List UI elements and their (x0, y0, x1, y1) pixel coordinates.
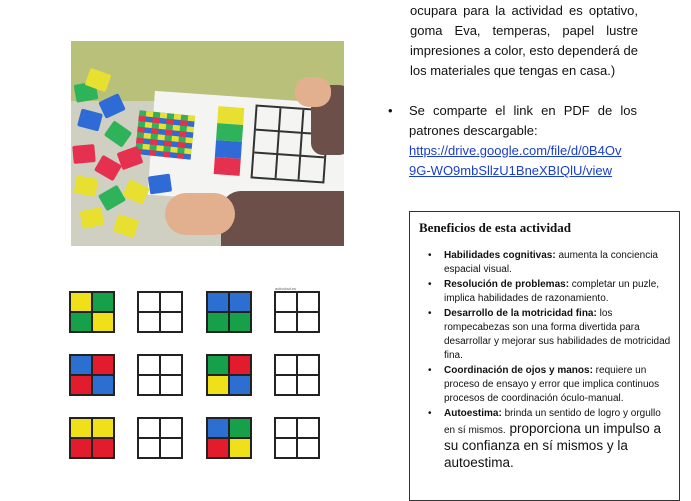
pattern-cell (229, 355, 251, 375)
pattern-cell (70, 292, 92, 312)
pattern-cell (297, 418, 319, 438)
photo-tile (72, 144, 95, 164)
pattern-cell (160, 355, 182, 375)
benefit-extra-text: proporciona un impulso a su confianza en sí mismos y la autoestima. (444, 421, 662, 470)
benefit-item (424, 249, 674, 277)
pattern-cell (138, 312, 160, 332)
intro-paragraph: ocupara para la actividad es optativo, goma Eva, temperas, papel lustre impresiones a color, esto dependerá de los materiales que tengas en casa.) (410, 3, 638, 78)
pattern-cell (229, 292, 251, 312)
pattern-cell (92, 312, 114, 332)
bullet-dot: • (428, 408, 432, 419)
benefit-label: Autoestima: (444, 408, 502, 419)
bullet-dot: • (428, 250, 432, 261)
pdf-link[interactable] (409, 141, 637, 181)
pattern-cell (70, 438, 92, 458)
empty-pattern-grid (137, 291, 183, 333)
pattern-cell (297, 355, 319, 375)
pattern-cell (138, 355, 160, 375)
pattern-cell (92, 355, 114, 375)
pattern-cell (207, 292, 229, 312)
benefits-list (424, 249, 674, 473)
pattern-cell (160, 418, 182, 438)
benefits-box (409, 211, 680, 501)
color-pattern (206, 354, 252, 396)
empty-pattern-grid (274, 291, 320, 333)
benefit-item (424, 364, 674, 406)
empty-pattern-grid (137, 417, 183, 459)
pattern-cell (160, 438, 182, 458)
photo-tile (74, 175, 99, 197)
pattern-cell (297, 375, 319, 395)
benefits-title: Beneficios de esta actividad (419, 220, 572, 235)
pattern-cell (70, 418, 92, 438)
pattern-cell (297, 312, 319, 332)
benefit-text: los rompecabezas son una forma divertida para desarrollar y mejorar sus habilidades de motricidad fina. (444, 308, 671, 361)
pattern-cell (160, 292, 182, 312)
pattern-watermark: actividad.es (275, 286, 297, 291)
color-pattern (69, 291, 115, 333)
pattern-cell (92, 292, 114, 312)
benefit-text: requiere un proceso de ensayo y error que implica continuos procesos de coordinación óculo-manual. (444, 365, 660, 404)
pattern-cell (138, 292, 160, 312)
bullet-dot: • (428, 308, 432, 319)
pattern-cell (275, 418, 297, 438)
benefit-item (424, 407, 674, 472)
benefit-label: Habilidades cognitivas: (444, 250, 556, 261)
pattern-cell (297, 438, 319, 458)
pattern-cell (70, 355, 92, 375)
pattern-cell (70, 375, 92, 395)
benefit-item (424, 307, 674, 363)
bullet-dot: • (388, 103, 393, 118)
benefit-text: completar un puzle, implica habilidades de razonamiento. (444, 279, 660, 304)
pattern-cell (297, 292, 319, 312)
photo-tile (148, 174, 172, 195)
pattern-cell (275, 355, 297, 375)
pdf-link-line1[interactable]: https://drive.google.com/file/d/0B4Ov (409, 143, 622, 158)
photo-child-hand (295, 77, 331, 107)
empty-pattern-grid (137, 354, 183, 396)
pattern-cell (229, 375, 251, 395)
photo-child-arm (221, 191, 344, 246)
benefit-text: brinda un sentido de logro y orgullo en sí mismos. (444, 408, 661, 436)
benefit-item (424, 278, 674, 306)
pattern-cell (138, 375, 160, 395)
pattern-cell (229, 438, 251, 458)
pattern-cell (160, 312, 182, 332)
benefit-label: Desarrollo de la motricidad fina: (444, 308, 597, 319)
photo-child-hand (165, 193, 235, 235)
color-pattern (69, 354, 115, 396)
benefit-label: Resolución de problemas: (444, 279, 570, 290)
pattern-cell (207, 438, 229, 458)
pdf-bullet-text: Se comparte el link en PDF de los patrones descargable: (409, 103, 637, 138)
photo-tile-stack (214, 106, 245, 176)
pattern-cell (275, 292, 297, 312)
pattern-cell (92, 418, 114, 438)
pattern-cell (207, 355, 229, 375)
pattern-cell (207, 375, 229, 395)
pattern-cell (275, 375, 297, 395)
photo-colored-pattern (135, 110, 195, 160)
pattern-cell (138, 438, 160, 458)
empty-pattern-grid (274, 417, 320, 459)
pattern-cell (70, 312, 92, 332)
pattern-cell (92, 438, 114, 458)
pattern-cell (92, 375, 114, 395)
pattern-cell (160, 375, 182, 395)
pattern-cell (229, 312, 251, 332)
bullet-dot: • (428, 279, 432, 290)
color-pattern (206, 417, 252, 459)
pattern-cell (275, 312, 297, 332)
pdf-link-line2[interactable]: 9G-WO9mbSllzU1BneXBIQlU/view (409, 163, 612, 178)
pattern-cell (207, 312, 229, 332)
pattern-cell (138, 418, 160, 438)
pattern-cell (207, 418, 229, 438)
pattern-cell (275, 438, 297, 458)
bullet-dot: • (428, 365, 432, 376)
activity-photo (71, 41, 344, 246)
benefit-text: aumenta la conciencia espacial visual. (444, 250, 658, 275)
benefit-label: Coordinación de ojos y manos: (444, 365, 593, 376)
color-pattern (69, 417, 115, 459)
empty-pattern-grid (274, 354, 320, 396)
pattern-cell (229, 418, 251, 438)
color-pattern (206, 291, 252, 333)
